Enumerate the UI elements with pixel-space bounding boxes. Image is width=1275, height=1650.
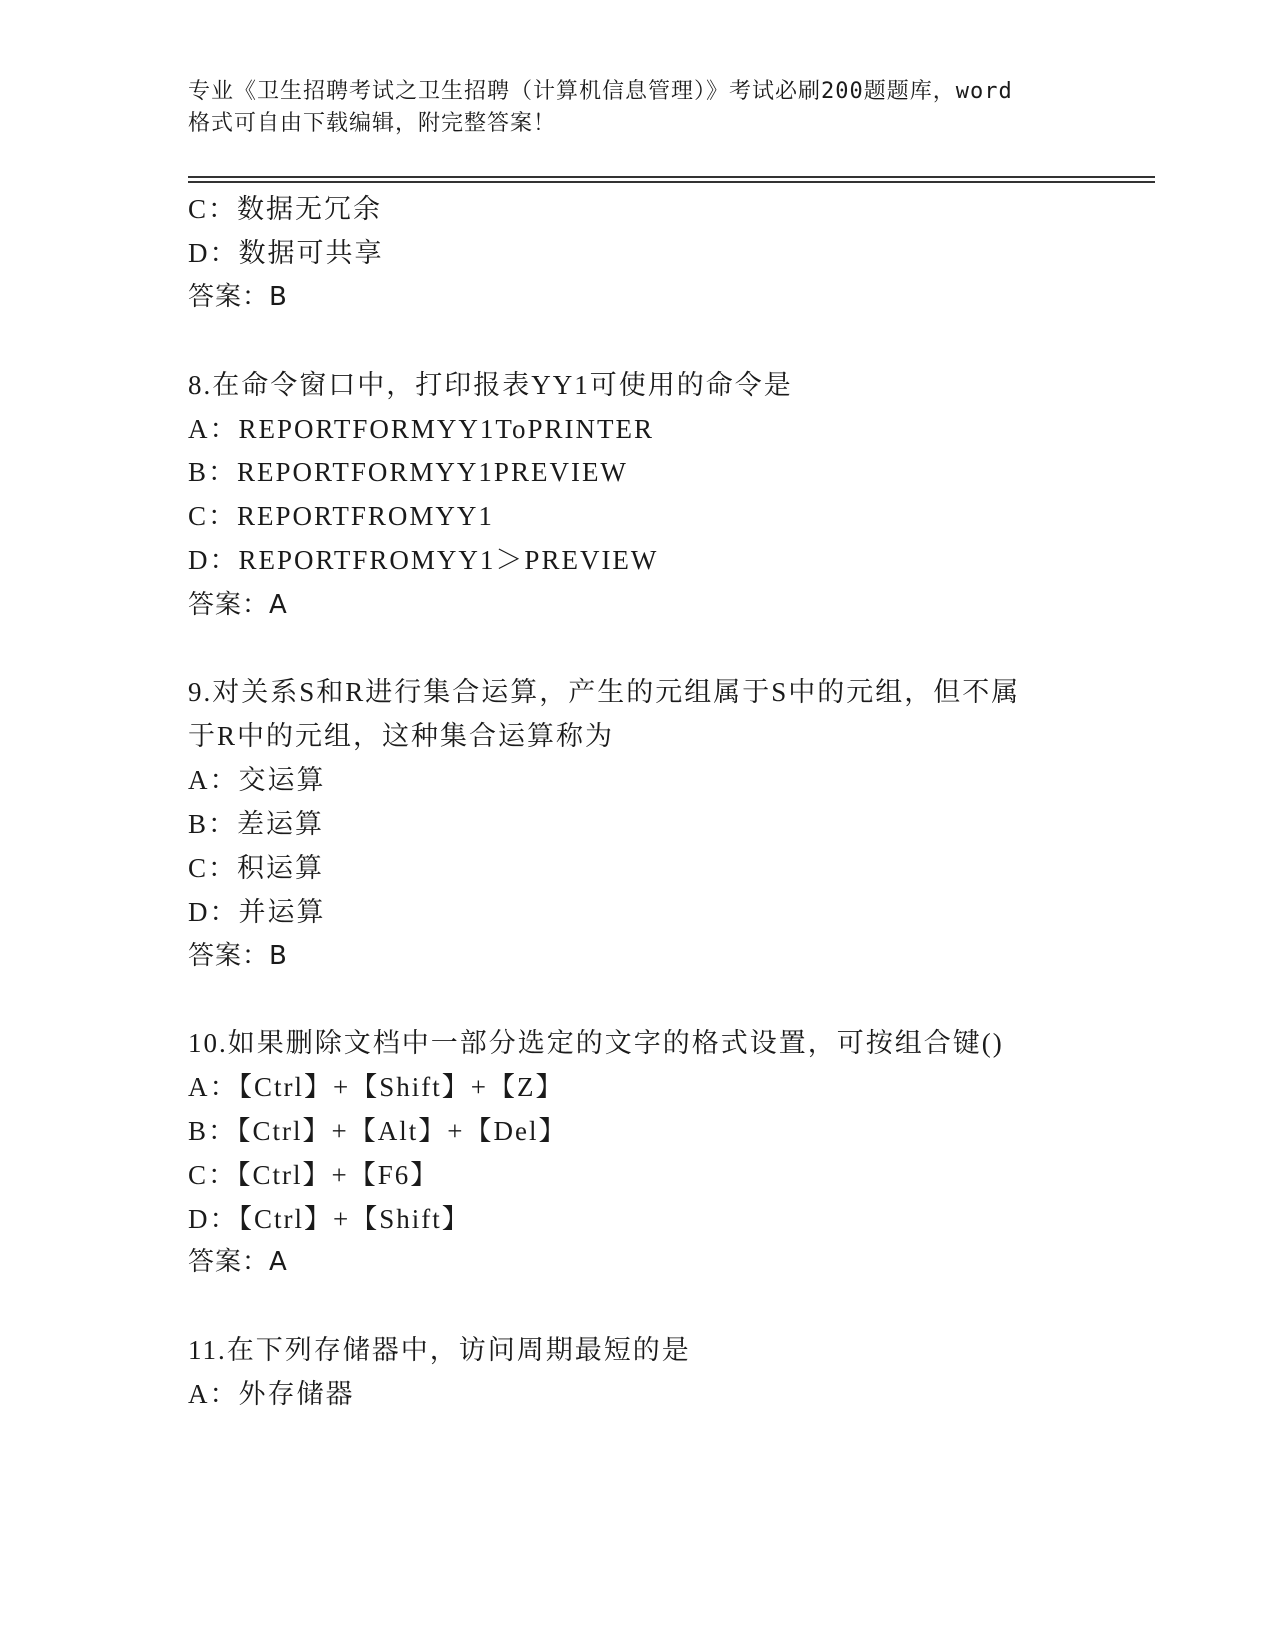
q9-option-a: A：交运算 bbox=[188, 765, 326, 795]
header-line-1: 专业《卫生招聘考试之卫生招聘（计算机信息管理）》考试必刷200题题库，word bbox=[188, 79, 1013, 104]
q10-option-b: B：【Ctrl】+【Alt】+【Del】 bbox=[188, 1116, 568, 1146]
q9-option-b: B：差运算 bbox=[188, 809, 325, 839]
q7-answer: 答案：B bbox=[188, 282, 288, 312]
q7-option-d: D：数据可共享 bbox=[188, 238, 384, 268]
q7-option-c: C：数据无冗余 bbox=[188, 194, 383, 224]
q11-option-a: A：外存储器 bbox=[188, 1379, 355, 1409]
document-header bbox=[188, 76, 1088, 140]
q8-question: 8.在命令窗口中，打印报表YY1可使用的命令是 bbox=[188, 370, 793, 400]
q10-answer: 答案：A bbox=[188, 1247, 288, 1277]
header-divider-top bbox=[188, 176, 1155, 178]
header-divider-bottom bbox=[188, 181, 1155, 183]
q10-option-d: D：【Ctrl】+【Shift】 bbox=[188, 1204, 471, 1234]
header-line-2: 格式可自由下载编辑，附完整答案！ bbox=[188, 111, 557, 136]
q10-option-a: A：【Ctrl】+【Shift】+【Z】 bbox=[188, 1072, 565, 1102]
q8-answer: 答案：A bbox=[188, 590, 288, 620]
q10-question: 10.如果删除文档中一部分选定的文字的格式设置，可按组合键() bbox=[188, 1028, 1004, 1058]
q8-option-b: B：REPORTFORMYY1PREVIEW bbox=[188, 457, 628, 487]
q9-question-line-2: 于R中的元组，这种集合运算称为 bbox=[188, 721, 615, 751]
q8-option-d: D：REPORTFROMYY1＞PREVIEW bbox=[188, 545, 659, 575]
q9-question-line-1: 9.对关系S和R进行集合运算，产生的元组属于S中的元组，但不属 bbox=[188, 677, 1021, 707]
q11-question: 11.在下列存储器中，访问周期最短的是 bbox=[188, 1335, 691, 1365]
q8-option-c: C：REPORTFROMYY1 bbox=[188, 501, 494, 531]
q8-option-a: A：REPORTFORMYY1ToPRINTER bbox=[188, 414, 655, 444]
q9-answer: 答案：B bbox=[188, 941, 288, 971]
q9-option-d: D：并运算 bbox=[188, 897, 326, 927]
q10-option-c: C：【Ctrl】+【F6】 bbox=[188, 1160, 440, 1190]
q9-option-c: C：积运算 bbox=[188, 853, 325, 883]
